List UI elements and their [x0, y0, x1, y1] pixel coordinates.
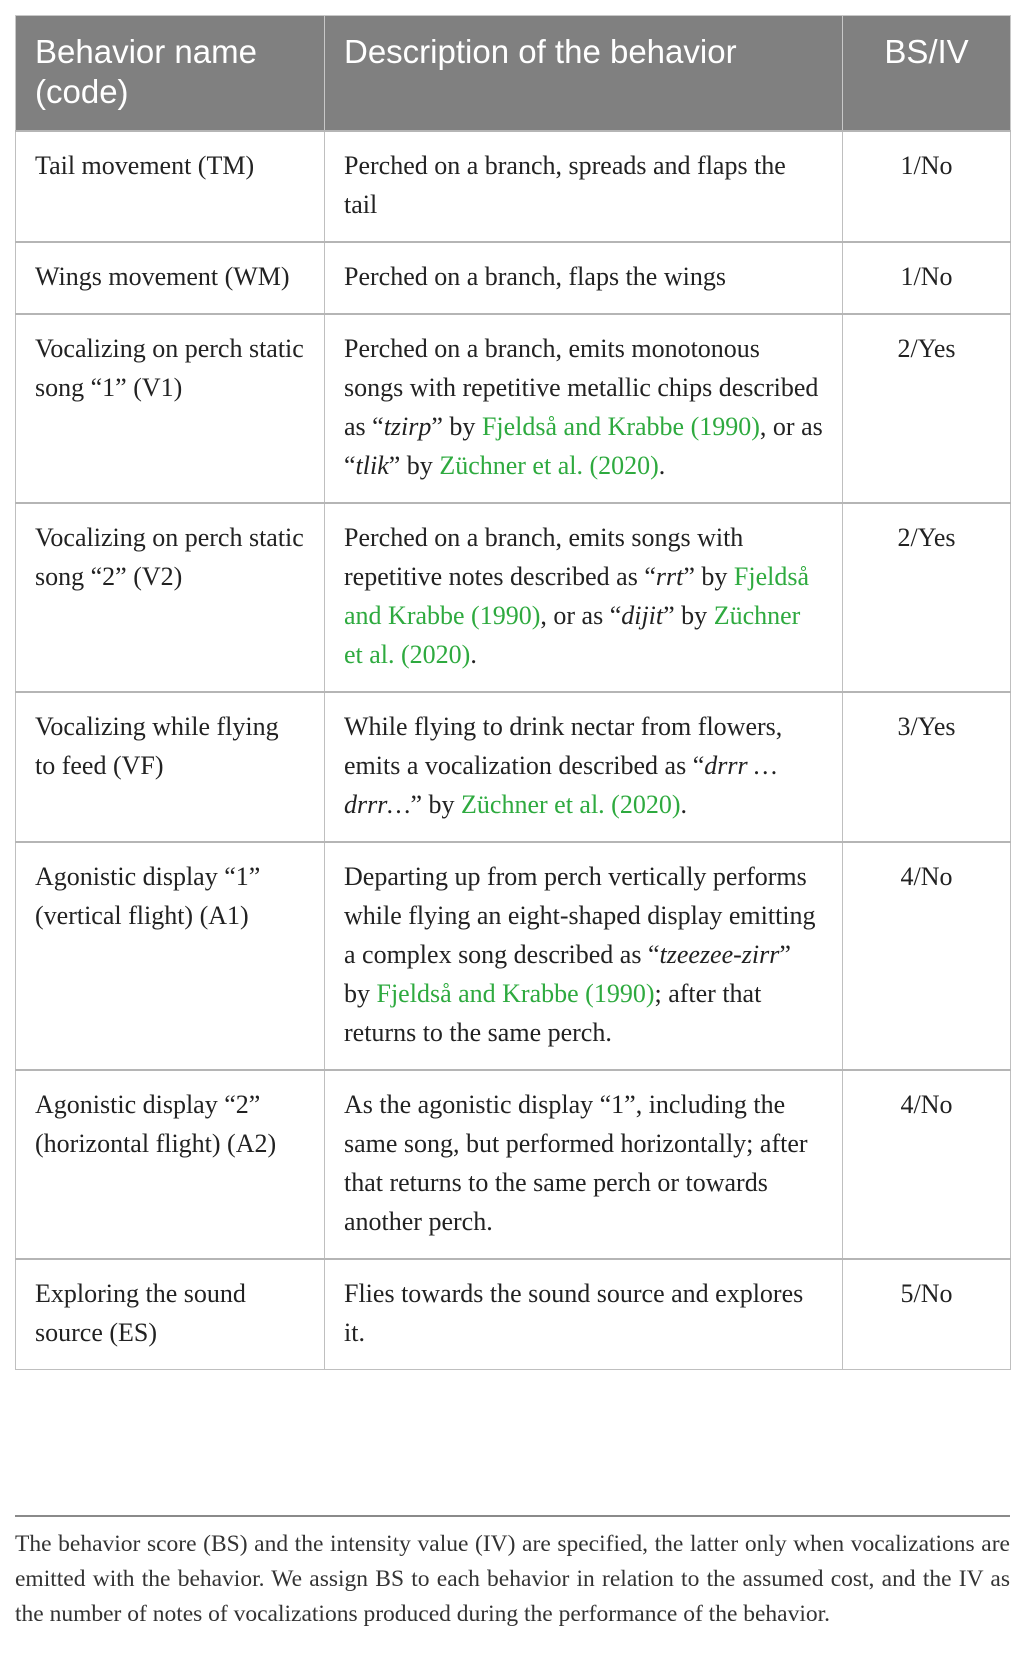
description-text: While flying to drink nectar from flowers, emits a vocalization described as “: [344, 712, 783, 780]
behavior-name-cell: Vocalizing while flying to feed (VF): [16, 692, 325, 842]
description-text: Perched on a branch, emits songs with repetitive notes described as “: [344, 523, 744, 591]
description-text: ” by: [388, 451, 440, 480]
behavior-description-cell: [325, 131, 843, 242]
table-row: [16, 131, 1011, 242]
table-header-row: [16, 16, 1011, 132]
behavior-description-cell: [325, 842, 843, 1070]
table-row: [16, 242, 1011, 314]
description-text: .: [470, 640, 477, 669]
vocalization-term: tlik: [355, 451, 389, 480]
description-text: ” by: [410, 790, 462, 819]
behavior-name-cell: Exploring the sound source (ES): [16, 1259, 325, 1370]
table-row: [16, 692, 1011, 842]
behavior-table-container: [15, 15, 1010, 1370]
behavior-name-cell: Tail movement (TM): [16, 131, 325, 242]
table-row: [16, 314, 1011, 503]
bs-iv-cell: 2/Yes: [843, 314, 1011, 503]
table-row: [16, 503, 1011, 692]
bs-iv-cell: 2/Yes: [843, 503, 1011, 692]
description-text: Perched on a branch, flaps the wings: [344, 262, 726, 291]
citation-link[interactable]: Züchner et al. (2020): [461, 790, 681, 819]
behavior-name-cell: Wings movement (WM): [16, 242, 325, 314]
header-description: Description of the behavior: [325, 16, 843, 132]
vocalization-term: drrr … drrr…: [344, 751, 778, 819]
behavior-description-cell: [325, 242, 843, 314]
citation-link[interactable]: Züchner et al. (2020): [439, 451, 659, 480]
behavior-description-cell: [325, 1259, 843, 1370]
behavior-table: [15, 15, 1011, 1370]
bs-iv-cell: 1/No: [843, 242, 1011, 314]
table-row: [16, 1259, 1011, 1370]
vocalization-term: dijit: [621, 601, 664, 630]
behavior-name-cell: Agonistic display “2” (horizontal flight) (A2): [16, 1070, 325, 1259]
citation-link[interactable]: Fjeldså and Krabbe (1990): [344, 562, 809, 630]
behavior-name-cell: Agonistic display “1” (vertical flight) (A1): [16, 842, 325, 1070]
bs-iv-cell: 4/No: [843, 1070, 1011, 1259]
citation-link[interactable]: Fjeldså and Krabbe (1990): [376, 979, 655, 1008]
behavior-description-cell: [325, 692, 843, 842]
description-text: , or as “: [540, 601, 622, 630]
behavior-description-cell: [325, 503, 843, 692]
table-footnote: The behavior score (BS) and the intensity value (IV) are specified, the latter only when vocalizations are emitted with the behavior. We assign BS to each behavior in relation to the assumed cost, and the IV as the number of notes of vocalizations produced during the performance of the behavior.: [15, 1515, 1010, 1632]
description-text: Flies towards the sound source and explores it.: [344, 1279, 804, 1347]
description-text: As the agonistic display “1”, including the same song, but performed horizontally; after that returns to the same perch or towards another perch.: [344, 1090, 808, 1236]
description-text: ” by: [431, 412, 482, 441]
table-row: [16, 1070, 1011, 1259]
vocalization-term: rrt: [655, 562, 684, 591]
description-text: Perched on a branch, spreads and flaps the tail: [344, 151, 786, 219]
bs-iv-cell: 5/No: [843, 1259, 1011, 1370]
description-text: .: [658, 451, 666, 480]
description-text: ” by: [344, 940, 791, 1008]
table-row: [16, 842, 1011, 1070]
bs-iv-cell: 4/No: [843, 842, 1011, 1070]
header-bs-iv: BS/IV: [843, 16, 1011, 132]
vocalization-term: tzeezee-zirr: [659, 940, 780, 969]
description-text: , or as “: [344, 412, 823, 480]
behavior-description-cell: [325, 314, 843, 503]
description-text: ” by: [683, 562, 734, 591]
vocalization-term: tzirp: [383, 412, 432, 441]
description-text: ; after that returns to the same perch.: [344, 979, 762, 1047]
description-text: Perched on a branch, emits monotonous songs with repetitive metallic chips described as “: [344, 334, 819, 441]
description-text: Departing up from perch vertically performs while flying an eight-shaped display emitting a complex song described as “: [344, 862, 816, 969]
bs-iv-cell: 1/No: [843, 131, 1011, 242]
header-behavior-name: Behavior name (code): [16, 16, 325, 132]
description-text: .: [680, 790, 687, 819]
behavior-name-cell: Vocalizing on perch static song “1” (V1): [16, 314, 325, 503]
citation-link[interactable]: Züchner et al. (2020): [344, 601, 801, 669]
behavior-name-cell: Vocalizing on perch static song “2” (V2): [16, 503, 325, 692]
description-text: ” by: [663, 601, 714, 630]
bs-iv-cell: 3/Yes: [843, 692, 1011, 842]
behavior-description-cell: [325, 1070, 843, 1259]
citation-link[interactable]: Fjeldså and Krabbe (1990): [481, 412, 760, 441]
